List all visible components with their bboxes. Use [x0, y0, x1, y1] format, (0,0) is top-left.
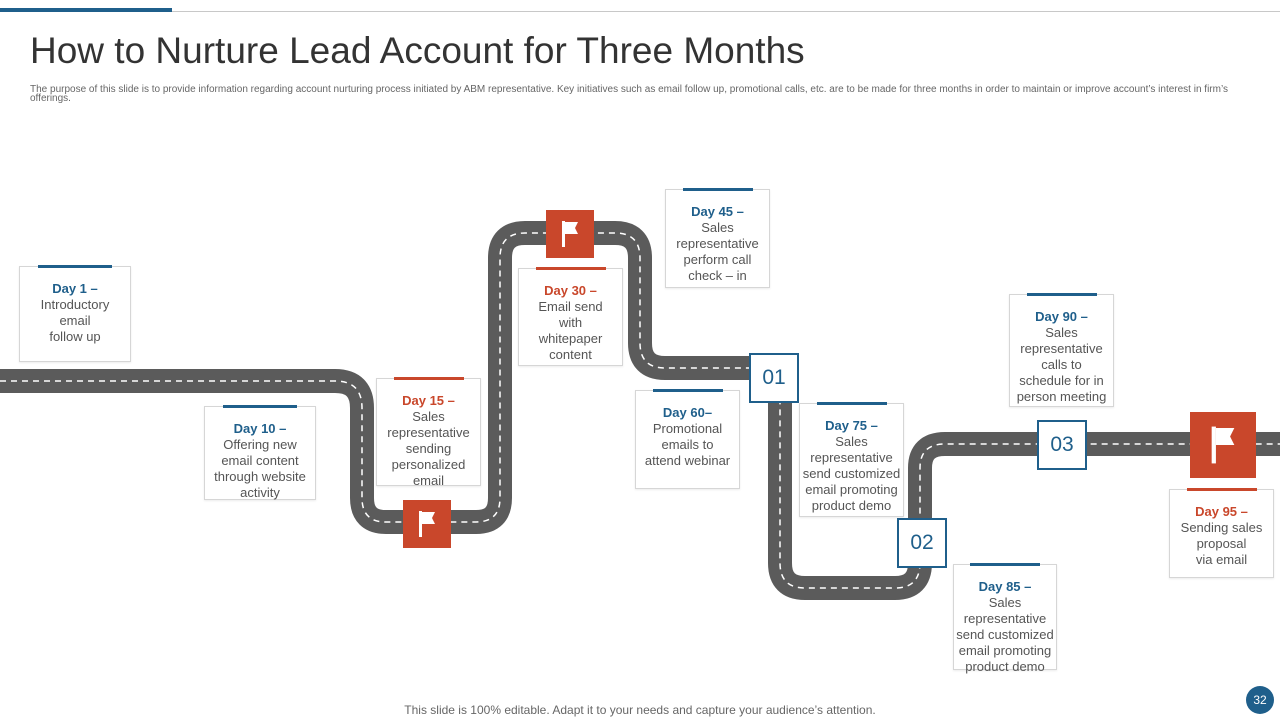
card-accent-bar — [223, 405, 297, 408]
card-accent-bar — [1027, 293, 1097, 296]
month-marker-01: 01 — [749, 353, 799, 403]
flag-marker-end — [1190, 412, 1256, 478]
milestone-text: Sales representative sending personalized email — [387, 409, 470, 488]
card-accent-bar — [970, 563, 1040, 566]
milestone-card-day-1 — [19, 266, 131, 362]
milestone-day: Day 10 – — [233, 421, 287, 436]
milestone-card-day-95 — [1169, 489, 1274, 578]
milestone-day: Day 45 – — [691, 204, 744, 219]
milestone-card-day-45 — [665, 189, 770, 288]
milestone-day: Day 1 – — [52, 281, 98, 296]
flag-marker-2 — [403, 500, 451, 548]
milestone-day: Day 75 – — [825, 418, 878, 433]
milestone-card-day-85 — [953, 564, 1057, 674]
flag-icon — [1206, 423, 1240, 467]
milestone-day: Day 95 – — [1195, 504, 1248, 519]
milestone-text: Email send with whitepaper content — [538, 299, 603, 362]
milestone-text: Sales representative send customized email promoting product demo — [802, 434, 901, 513]
flag-icon — [558, 219, 582, 249]
card-accent-bar — [1187, 488, 1257, 491]
milestone-card-day-30 — [518, 268, 623, 366]
card-accent-bar — [683, 188, 753, 191]
month-marker-03: 03 — [1037, 420, 1087, 470]
flag-icon — [415, 509, 439, 539]
milestone-text: Sending sales proposal via email — [1180, 520, 1263, 567]
milestone-day: Day 30 – — [544, 283, 597, 298]
milestone-day: Day 15 – — [402, 393, 455, 408]
card-accent-bar — [38, 265, 112, 268]
footer-note: This slide is 100% editable. Adapt it to your needs and capture your audience’s attention. — [404, 703, 876, 717]
card-accent-bar — [817, 402, 887, 405]
card-accent-bar — [394, 377, 464, 380]
milestone-card-day-75 — [799, 403, 904, 517]
flag-marker-1 — [546, 210, 594, 258]
card-accent-bar — [536, 267, 606, 270]
milestone-text: Promotional emails to attend webinar — [644, 421, 731, 468]
milestone-text: Sales representative perform call check – in — [676, 220, 759, 283]
milestone-day: Day 90 – — [1035, 309, 1088, 324]
milestone-text: Sales representative calls to schedule for in person meeting — [1016, 325, 1107, 404]
card-accent-bar — [653, 389, 723, 392]
month-marker-02: 02 — [897, 518, 947, 568]
milestone-text: Offering new email content through website activity — [214, 437, 306, 500]
milestone-card-day-15 — [376, 378, 481, 486]
milestone-day: Day 85 – — [978, 579, 1032, 594]
milestone-day: Day 60– — [662, 405, 713, 420]
milestone-card-day-60 — [635, 390, 740, 489]
milestone-text: Introductory email follow up — [40, 297, 110, 344]
milestone-text: Sales representative send customized email promoting product demo — [956, 595, 1054, 674]
slide-title: How to Nurture Lead Account for Three Months — [30, 30, 805, 71]
page-number-badge: 32 — [1246, 686, 1274, 714]
milestone-card-day-10 — [204, 406, 316, 500]
slide-subtitle: The purpose of this slide is to provide information regarding account nurturing process initiated by ABM representative. Key initiatives such as email follow up, promotional calls, etc. are to be made for three months in order to maintain or improve account’s interest in firm’s offerings. — [30, 84, 1228, 104]
milestone-card-day-90 — [1009, 294, 1114, 407]
